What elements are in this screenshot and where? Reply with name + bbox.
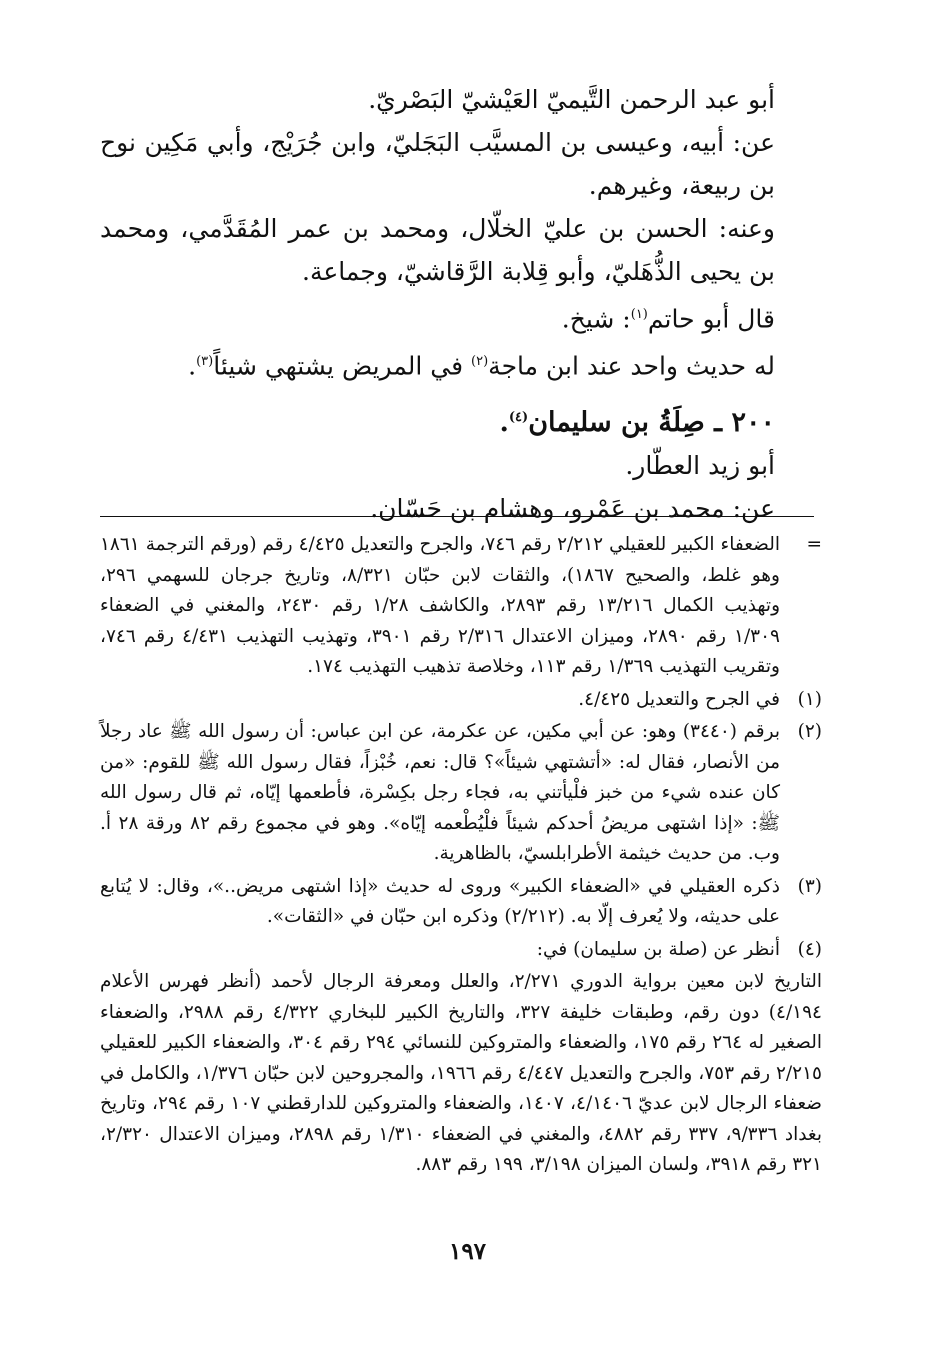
footnote-text: في الجرح والتعديل ٤/٤٢٥.	[578, 688, 780, 710]
footnote-mark: =	[806, 534, 822, 555]
footnote-4-body: التاريخ لابن معين برواية الدوري ٢/٢٧١، والعلل ومعرفة الرجال لأحمد (أنظر فهرس الأعلام ٤/١٩٤) دون رقم، وطبقات خليفة ٣٢٧، والتاريخ الكبير للبخاري ٤/٣٢٢ رقم ٢٩٨٨، والضعفاء الصغير له ٢٦٤ رقم ١٧٥، والضعفاء والمتروكين للنسائي ٢٩٤ رقم ٣٠٤، والضعفاء الكبير للعقيلي ٢/٢١٥ رقم ٧٥٣، والجرح والتعديل ٤/٤٤٧ رقم ١٩٦٦، والمجروحين لابن حبّان ١/٣٧٦، والكامل في ضعفاء الرجال لابن عديّ ٤/١٤٠٦، ١٤٠٧، والضعفاء والمتروكين للدارقطني ١٠٧ رقم ٢٩٤، وتاريخ بغداد ٩/٣٣٦، ٣٣٧ رقم ٤٨٨٢، والمغني في الضعفاء ١/٣١٠ رقم ٢٨٩٨، وميزان الاعتدال ٢/٣٢٠، ٣٢١ رقم ٣٩١٨، ولسان الميزان ٣/١٩٨، ١٩٩ رقم ٨٨٣.	[100, 971, 823, 1175]
footnote-mark: (٢)	[797, 721, 822, 742]
footnote-mark: (١)	[797, 688, 822, 710]
hadith-text-a: له حديث واحد عند ابن ماجة	[488, 351, 775, 381]
footnote-text: أنظر عن (صلة بن سليمان) في:	[536, 938, 780, 960]
footnote-text: الضعفاء الكبير للعقيلي ٢/٢١٢ رقم ٧٤٦، والجرح والتعديل ٤/٤٢٥ رقم (ورقم الترجمة ١٨٦١ وهو غلط، والصحيح ١٨٦٧)، والثقات لابن حبّان ٨/٣٢١، وتاريخ جرجان للسهمي ٢٩٦، وتهذيب الكمال ١٣/٢١٦ رقم ٢٨٩٣، والكاشف ١/٢٨ رقم ٢٤٣٠، والمغني في الضعفاء ١/٣٠٩ رقم ٢٨٩٠، وميزان الاعتدال ٢/٣١٦ رقم ٣٩٠١، وتهذيب التهذيب ٤/٤٣١ رقم ٧٤٦، وتقريب التهذيب ١/٣٦٩ رقم ١١٣، وخلاصة تذهيب التهذيب ١٧٤.	[100, 534, 781, 677]
text-line-students: وعنه: الحسن بن عليّ الخلّال، ومحمد بن عمر المُقَدَّمي، ومحمد بن يحيى الذُّهَليّ، وأبو قِلابة الرَّقاشيّ، وجماعة.	[100, 214, 775, 286]
text-line-teachers: عن: أبيه، وعيسى بن المسيَّب البَجَليّ، وابن جُرَيْج، وأبي مَكِين نوح بن ربيعة، وغيرهم.	[100, 128, 775, 200]
footnote-mark: (٤)	[797, 938, 822, 960]
hadith-text-c: .	[188, 351, 197, 381]
text-line-abu-hatim	[100, 293, 815, 340]
entry-heading	[100, 396, 815, 444]
abu-hatim-rest: : شيخ.	[561, 304, 631, 334]
entry-title-end: .	[499, 406, 509, 438]
footnote-text: ذكره العقيلي في «الضعفاء الكبير» وروى له حديث «إذا اشتهى مريض..»، وقال: لا يُتابع على حديثه، ولا يُعرف إلّا به. (٢/٢١٢) وذكره ابن حبّان في «الثقات».	[100, 875, 780, 927]
footnote-2	[100, 717, 822, 870]
footnote-ref-4: (٤)	[508, 409, 529, 425]
footnote-ref-1: (١)	[630, 307, 648, 322]
footnote-4	[100, 935, 822, 966]
entry-title: ٢٠٠ ـ صِلَةُ بن سليمان	[528, 406, 775, 438]
text-line-nisba: أبو عبد الرحمن التَّيميّ العَيْشيّ البَصْريّ.	[368, 85, 775, 114]
page-number: ١٩٧	[448, 1238, 487, 1265]
footnote-ref-3: (٣)	[196, 354, 214, 370]
footnote-mark: (٣)	[797, 875, 822, 897]
footnote-3	[100, 872, 822, 933]
footnote-ref-2: (٢)	[471, 354, 489, 370]
text-line-kunya: أبو زيد العطّار.	[625, 450, 775, 480]
footnote-text: برقم (٣٤٤٠) وهو: عن أبي مكين، عن عكرمة، عن ابن عباس: أن رسول الله ﷺ عاد رجلاً من الأنصار، فقال له: «أتشتهي شيئاً»؟ قال: نعم، خُبْزاً، فقال رسول الله ﷺ للقوم: «من كان عنده شيء من خبز فلْيأتني به، فجاء رجل بكِسْرة، فأطعمها إيّاه، ثم قال رسول الله ﷺ: «إذا اشتهى مريضُ أحدكم شيئاً فلْيُطْعمه إيّاه». وهو في مجموع رقم ٨٢ ورقة ٢٨ أ. وب. من حديث خيثمة الأطرابلسيّ، بالظاهرية.	[100, 721, 780, 864]
footnotes	[100, 530, 822, 1181]
footnote-1	[100, 685, 822, 716]
text-line-hadith	[100, 340, 815, 387]
text-line-narrators: عن: محمد بن عَمْرو، وهشام بن حَسّان.	[370, 493, 775, 523]
main-text	[100, 78, 815, 530]
abu-hatim-text: قال أبو حاتم	[647, 304, 775, 334]
footnote-continuation	[100, 530, 822, 683]
footnote-divider	[100, 516, 814, 517]
hadith-text-b: في المريض يشتهي شيئاً	[213, 351, 472, 381]
